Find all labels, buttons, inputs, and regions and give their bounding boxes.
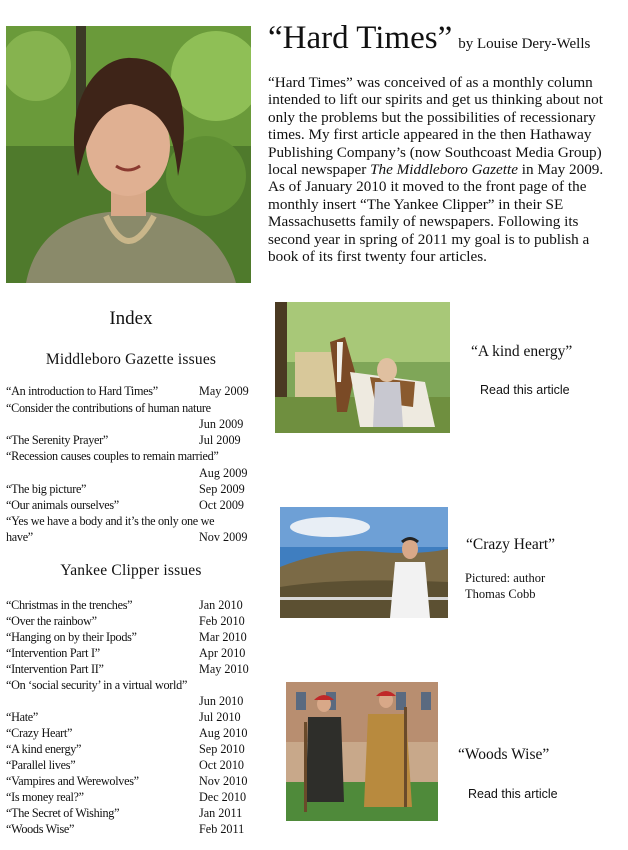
index-heading: Index <box>109 308 153 329</box>
index-item-date: Dec 2010 <box>199 790 247 804</box>
index-item-date: Apr 2010 <box>199 646 246 660</box>
index-item-title[interactable]: “Hanging on by their Ipods” <box>6 630 137 644</box>
index-item-date: Sep 2010 <box>199 742 245 756</box>
index-item-date: Feb 2011 <box>199 822 245 836</box>
pictured-name: Thomas Cobb <box>465 587 536 601</box>
index-item-date: Jul 2009 <box>199 433 241 447</box>
index-item-date: Oct 2010 <box>199 758 245 772</box>
index-item-title[interactable]: “The Secret of Wishing” <box>6 806 120 820</box>
woods-wise-photo <box>286 682 438 821</box>
index-item-date: Mar 2010 <box>199 630 247 644</box>
pictured-caption <box>465 570 545 602</box>
byline: by Louise Dery-Wells <box>458 36 591 52</box>
index-item-title[interactable]: “Our animals ourselves” <box>6 498 119 512</box>
index-item-title[interactable]: “Intervention Part II” <box>6 662 104 676</box>
index-item-title[interactable]: “Is money real?” <box>6 790 84 804</box>
index-item-title[interactable]: “Christmas in the trenches” <box>6 598 133 612</box>
index-item-title[interactable]: “Vampires and Werewolves” <box>6 774 139 788</box>
index-item-title[interactable]: “On ‘social security’ in a virtual world” <box>6 678 188 692</box>
index-item-title[interactable]: “Yes we have a body and it’s the only one we <box>6 514 215 528</box>
intro-paragraph <box>268 74 620 265</box>
index-item-date: Feb 2010 <box>199 614 245 628</box>
index-item-title[interactable]: “Crazy Heart” <box>6 726 73 740</box>
index-item-title[interactable]: “Hate” <box>6 710 39 724</box>
horse-photo <box>275 302 450 433</box>
index-item-date: Jan 2010 <box>199 598 243 612</box>
index-item-title[interactable]: “The big picture” <box>6 482 87 496</box>
read-article-link[interactable]: Read this article <box>468 787 558 801</box>
title-text: “Hard Times” <box>268 20 453 56</box>
index-item-date: Jul 2010 <box>199 710 241 724</box>
index-item-title-cont[interactable]: have” <box>6 530 33 544</box>
index-item-title[interactable]: “Parallel lives” <box>6 758 76 772</box>
intro-text-part1: “Hard Times” was conceived of as a monthly column intended to lift our spirits and get us thinking about not only the problems but the possibilities of recessionary times. My first article appeared in the then Hathaway Publishing Company’s (now Southcoast Media Group) local newspaper <box>268 74 603 179</box>
index-item-date: Jun 2009 <box>199 417 244 431</box>
page-title <box>268 20 590 57</box>
index-item-date: Aug 2010 <box>199 726 248 740</box>
index-item-date: Nov 2010 <box>199 774 248 788</box>
thomas-cobb-photo <box>280 507 448 618</box>
index-item-date: May 2009 <box>199 384 249 398</box>
index-item-title[interactable]: “Intervention Part I” <box>6 646 100 660</box>
intro-text-part2: in May 2009. As of January 2010 it moved to the front page of the monthly insert “The Yankee Clipper” in their SE Massachusetts family of newspapers. Following its second year in spring of 2011 my goal is to publish a book of its first twenty four articles. <box>268 161 604 266</box>
index-item-date: Nov 2009 <box>199 530 248 544</box>
feature-title: “Woods Wise” <box>458 746 550 763</box>
feature-title: “A kind energy” <box>471 343 573 360</box>
index-item-title[interactable]: “Over the rainbow” <box>6 614 97 628</box>
index-item-title[interactable]: “Consider the contributions of human nature <box>6 401 211 415</box>
feature-title: “Crazy Heart” <box>466 536 556 553</box>
pictured-label: Pictured: author <box>465 571 546 585</box>
index-item-date: Jun 2010 <box>199 694 244 708</box>
read-article-link[interactable]: Read this article <box>480 383 570 397</box>
index-item-date: May 2010 <box>199 662 249 676</box>
author-photo <box>6 26 251 283</box>
index-item-title[interactable]: “A kind energy” <box>6 742 82 756</box>
gazette-heading: Middleboro Gazette issues <box>45 351 217 368</box>
index-item-date: Oct 2009 <box>199 498 245 512</box>
index-item-date: Jan 2011 <box>199 806 243 820</box>
index-item-title[interactable]: “The Serenity Prayer” <box>6 433 108 447</box>
index-item-date: Aug 2009 <box>199 466 248 480</box>
intro-paper-name: The Middleboro Gazette <box>370 161 518 179</box>
index-item-title[interactable]: “An introduction to Hard Times” <box>6 384 158 398</box>
index-item-title[interactable]: “Recession causes couples to remain married” <box>6 449 219 463</box>
index-item-title[interactable]: “Woods Wise” <box>6 822 75 836</box>
clipper-heading: Yankee Clipper issues <box>60 562 202 579</box>
index-item-date: Sep 2009 <box>199 482 245 496</box>
